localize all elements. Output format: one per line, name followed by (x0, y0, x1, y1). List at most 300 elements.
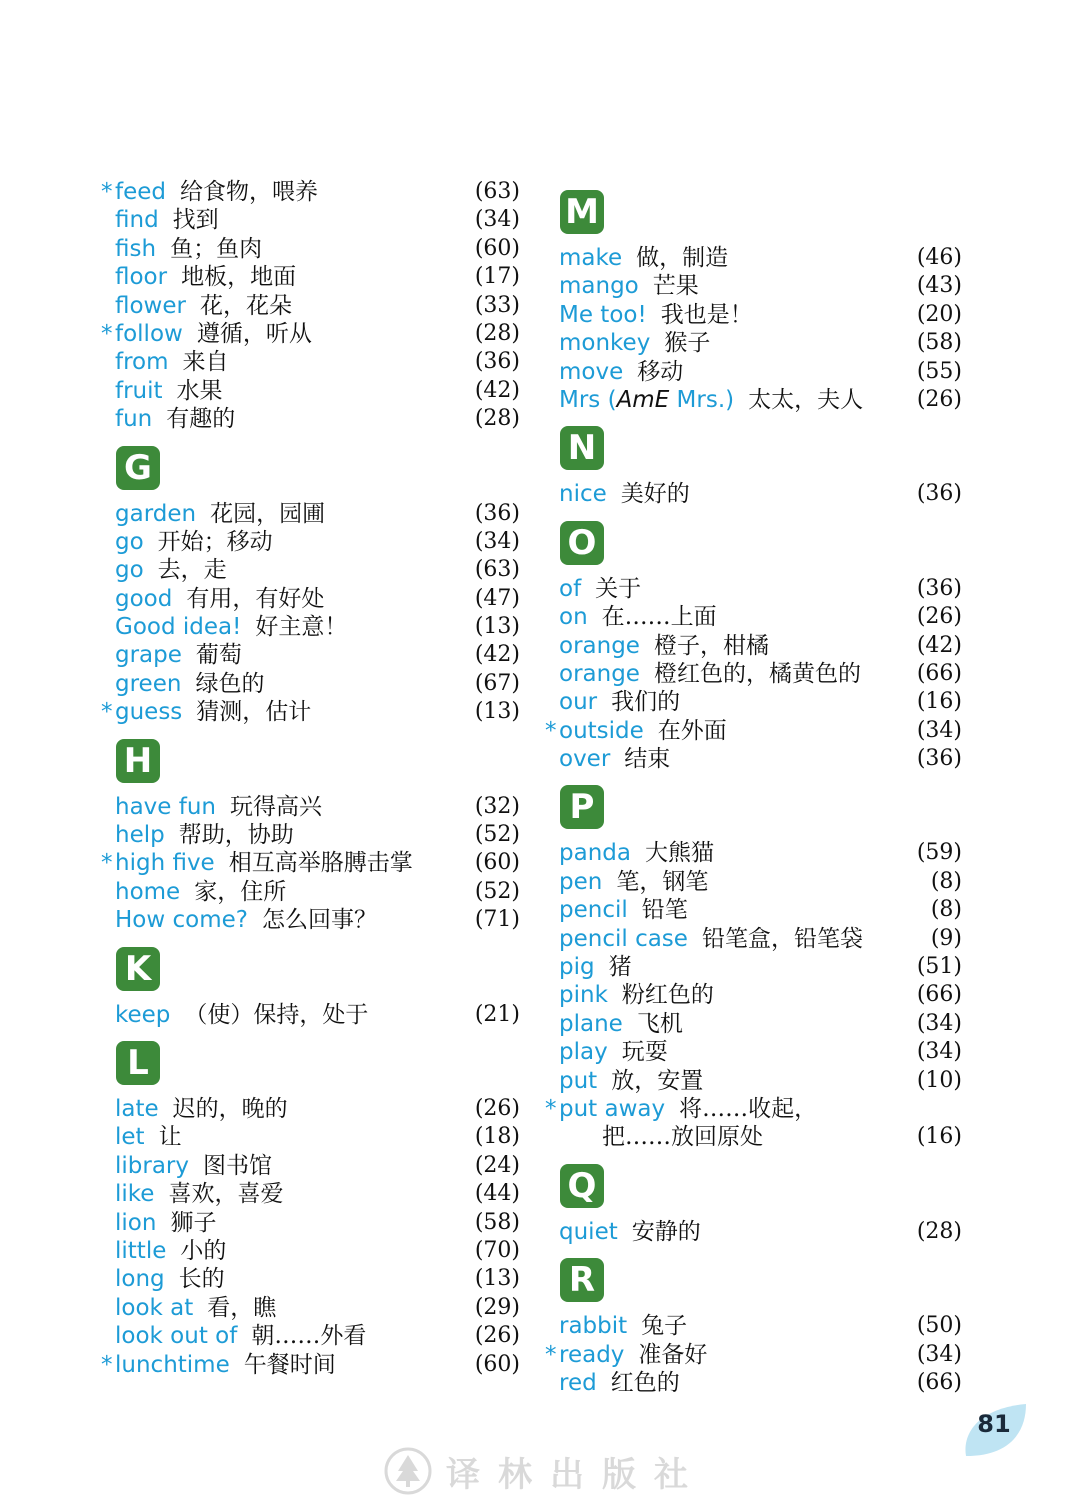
chinese-meaning: 笔，钢笔 (616, 868, 709, 895)
english-word-text: late (115, 1095, 159, 1122)
english-word-text: home (115, 878, 181, 905)
chinese-meaning: 花，花朵 (199, 292, 292, 319)
english-word-text: go (115, 557, 144, 584)
publisher-name: 译林出版社 (446, 1454, 706, 1495)
glossary-entry (100, 585, 520, 613)
glossary-entry (544, 868, 962, 896)
unit-page-ref: (28) (474, 320, 520, 346)
english-word (559, 632, 769, 660)
glossary-entry (100, 320, 520, 348)
english-word (559, 660, 861, 688)
english-word (559, 745, 670, 773)
chinese-meaning: 放，安置 (611, 1067, 704, 1094)
asterisk-mark: * (545, 1095, 557, 1122)
glossary-entry (100, 821, 520, 849)
english-word (559, 688, 680, 716)
english-word (115, 906, 377, 934)
english-word (559, 981, 714, 1009)
glossary-entry (100, 906, 520, 934)
chinese-meaning: 去，走 (157, 557, 227, 584)
unit-page-ref: (58) (916, 330, 962, 356)
unit-page-ref: (34) (474, 528, 520, 554)
unit-page-ref: (8) (930, 868, 962, 894)
unit-page-ref: (70) (474, 1237, 520, 1263)
chinese-meaning: 结束 (624, 746, 671, 773)
chinese-meaning: 将……收起， (679, 1095, 818, 1122)
english-word-text: red (559, 1369, 597, 1396)
unit-page-ref: (34) (916, 717, 962, 743)
unit-page-ref: (42) (474, 377, 520, 403)
chinese-meaning: 在……上面 (601, 604, 717, 631)
section-header (100, 434, 520, 500)
english-word (115, 206, 219, 234)
english-word (115, 500, 325, 528)
english-word (559, 868, 708, 896)
chinese-meaning: 橙红色的，橘黄色的 (653, 660, 861, 687)
english-word (115, 377, 223, 405)
glossary-entry (544, 688, 962, 716)
unit-page-ref: (18) (474, 1124, 520, 1150)
chinese-meaning: 有趣的 (166, 406, 236, 433)
english-word-part: Mrs.) (669, 386, 735, 413)
english-word (115, 613, 347, 641)
glossary-entry (100, 613, 520, 641)
unit-page-ref: (47) (474, 585, 520, 611)
unit-page-ref: (20) (916, 301, 962, 327)
glossary-entry (100, 1180, 520, 1208)
unit-page-ref: (10) (916, 1067, 962, 1093)
english-word (559, 301, 753, 329)
english-word-text: library (115, 1152, 189, 1179)
unit-page-ref: (44) (474, 1181, 520, 1207)
chinese-meaning: 地板，地面 (181, 264, 297, 291)
glossary-entry (100, 1209, 520, 1237)
english-word (559, 329, 710, 357)
glossary-entry (544, 575, 962, 603)
english-word-text: lion (115, 1209, 157, 1236)
chinese-meaning: 粉红色的 (621, 982, 714, 1009)
english-word (115, 670, 264, 698)
unit-page-ref: (32) (474, 793, 520, 819)
unit-page-ref: (63) (474, 557, 520, 583)
english-word-text: good (115, 585, 173, 612)
english-word (115, 793, 322, 821)
glossary-entry (544, 1369, 962, 1397)
american-english-label: AmE (616, 386, 670, 413)
english-word (115, 556, 227, 584)
section-letter-badge: L (116, 1041, 160, 1085)
english-word (559, 575, 641, 603)
unit-page-ref: (17) (474, 264, 520, 290)
unit-page-ref: (50) (916, 1313, 962, 1339)
unit-page-ref: (34) (916, 1010, 962, 1036)
english-word (559, 603, 717, 631)
english-word-text: Me too! (559, 301, 647, 328)
chinese-meaning: 我们的 (611, 689, 681, 716)
english-word (559, 272, 699, 300)
asterisk-mark: * (545, 717, 557, 744)
glossary-entry (544, 1067, 962, 1095)
english-word-text: pencil case (559, 925, 688, 952)
glossary-entry (544, 1010, 962, 1038)
chinese-meaning: 午餐时间 (243, 1351, 336, 1378)
english-word (559, 953, 632, 981)
unit-page-ref: (36) (474, 349, 520, 375)
chinese-meaning: 长的 (178, 1266, 225, 1293)
publisher-watermark (384, 1446, 706, 1496)
english-word-text: over (559, 746, 611, 773)
chinese-meaning: 铅笔 (641, 897, 688, 924)
english-word (115, 849, 413, 877)
section-header (544, 414, 962, 480)
english-word-text: pen (559, 868, 603, 895)
glossary-entry (100, 878, 520, 906)
english-word (559, 1038, 668, 1066)
english-word-text: green (115, 670, 182, 697)
english-word-text: let (115, 1124, 145, 1151)
asterisk-mark: * (101, 320, 113, 347)
english-word (559, 1067, 703, 1095)
english-word-text: put (559, 1067, 598, 1094)
english-word (115, 878, 286, 906)
english-word (115, 405, 235, 433)
unit-page-ref: (36) (916, 746, 962, 772)
section-header (544, 1152, 962, 1218)
glossary-entry (544, 660, 962, 688)
english-word (559, 1341, 707, 1369)
english-word (559, 896, 688, 924)
english-word (559, 1218, 701, 1246)
english-word-text: make (559, 245, 623, 271)
unit-page-ref: (8) (930, 897, 962, 923)
chinese-meaning: 鱼；鱼肉 (170, 235, 263, 262)
glossary-entry (544, 839, 962, 867)
chinese-meaning: 橙子，柑橘 (653, 632, 769, 659)
chinese-meaning: 水果 (176, 377, 223, 404)
unit-page-ref: (60) (474, 850, 520, 876)
chinese-meaning: 关于 (595, 575, 642, 602)
asterisk-mark: * (101, 850, 113, 877)
page-number: 81 (977, 1410, 1011, 1438)
chinese-meaning: 大熊猫 (644, 840, 714, 867)
chinese-meaning: 让 (158, 1124, 182, 1151)
section-header (100, 935, 520, 1001)
chinese-meaning: 红色的 (610, 1369, 680, 1396)
chinese-meaning: 做，制造 (636, 245, 729, 271)
glossary-entry (100, 1095, 520, 1123)
glossary-entry (544, 329, 962, 357)
unit-page-ref: (67) (474, 670, 520, 696)
english-word-text: go (115, 528, 144, 555)
english-word-text: of (559, 575, 582, 602)
glossary-entry (544, 1341, 962, 1369)
english-word-text: pink (559, 982, 608, 1009)
english-word-text: look at (115, 1294, 194, 1321)
glossary-entry (544, 717, 962, 745)
english-word (115, 698, 311, 726)
chinese-meaning: 喜欢，喜爱 (168, 1181, 284, 1208)
unit-page-ref: (16) (916, 1124, 962, 1150)
chinese-meaning: 把……放回原处 (602, 1124, 763, 1151)
english-word-text: orange (559, 632, 640, 659)
section-letter-badge: O (560, 521, 604, 565)
section-letter-badge: P (560, 785, 604, 829)
unit-page-ref: (46) (916, 245, 962, 270)
english-word (115, 1265, 225, 1293)
unit-page-ref: (55) (916, 358, 962, 384)
english-word-text: garden (115, 500, 197, 527)
chinese-meaning: 狮子 (170, 1209, 217, 1236)
english-word-text: follow (115, 320, 183, 347)
glossary-entry (100, 1152, 520, 1180)
unit-page-ref: (36) (474, 500, 520, 526)
english-word (559, 480, 690, 508)
english-word-text: flower (115, 292, 186, 319)
unit-page-ref: (34) (916, 1039, 962, 1065)
chinese-meaning: 美好的 (620, 481, 690, 508)
unit-page-ref: (34) (916, 1341, 962, 1367)
english-word-text: outside (559, 717, 644, 744)
english-word-text: pig (559, 954, 595, 981)
glossary-entry (544, 603, 962, 631)
glossary-entry (100, 405, 520, 433)
chinese-meaning: 相互高举胳膊击掌 (228, 850, 413, 877)
glossary-entry (544, 896, 962, 924)
english-word (559, 1369, 680, 1397)
chinese-meaning: 在外面 (657, 717, 727, 744)
unit-page-ref: (24) (474, 1152, 520, 1178)
chinese-meaning: 绿色的 (195, 670, 265, 697)
english-word (559, 839, 714, 867)
unit-page-ref: (13) (474, 614, 520, 640)
english-word-text: from (115, 349, 169, 376)
english-word-text: help (115, 822, 165, 849)
glossary-entry (544, 1095, 962, 1123)
unit-page-ref: (26) (474, 1095, 520, 1121)
glossary-entry (100, 348, 520, 376)
glossary-entry (544, 301, 962, 329)
english-word (559, 1095, 817, 1123)
glossary-entry (544, 745, 962, 773)
chinese-meaning: 铅笔盒，铅笔袋 (701, 925, 863, 952)
chinese-meaning: （使）保持，处于 (184, 1001, 369, 1028)
english-word-text: mango (559, 273, 639, 300)
english-word (559, 386, 863, 414)
section-header (100, 727, 520, 793)
english-word (115, 1095, 288, 1123)
glossary-entry (100, 292, 520, 320)
unit-page-ref: (21) (474, 1001, 520, 1027)
chinese-meaning: 准备好 (638, 1341, 708, 1368)
english-word-text: nice (559, 481, 607, 508)
glossary-entry (100, 556, 520, 584)
unit-page-ref: (63) (474, 179, 520, 204)
english-word-text: fruit (115, 377, 163, 404)
asterisk-mark: * (101, 699, 113, 726)
english-word-text: look out of (115, 1323, 238, 1350)
glossary-entry (100, 1237, 520, 1265)
english-word-text: have fun (115, 793, 216, 820)
publisher-logo-icon (384, 1447, 432, 1495)
english-word (115, 1001, 368, 1029)
english-word (115, 528, 273, 556)
chinese-meaning: 怎么回事？ (261, 907, 377, 934)
unit-page-ref: (52) (474, 878, 520, 904)
unit-page-ref: (26) (474, 1323, 520, 1349)
glossary-entry (100, 528, 520, 556)
chinese-meaning: 图书馆 (203, 1152, 272, 1179)
english-word-text: panda (559, 840, 631, 867)
english-word (559, 358, 683, 386)
unit-page-ref: (33) (474, 292, 520, 318)
english-word-text: fish (115, 235, 157, 262)
glossary-entry (544, 480, 962, 508)
english-word (115, 1294, 276, 1322)
chinese-meaning: 找到 (172, 207, 219, 234)
english-word-part: Mrs ( (559, 386, 617, 413)
glossary-entry (100, 1123, 520, 1151)
glossary-entry (544, 1123, 962, 1151)
glossary-entry (100, 670, 520, 698)
chinese-meaning: 兔子 (641, 1313, 688, 1340)
chinese-meaning: 小的 (180, 1237, 227, 1264)
english-word (559, 1010, 683, 1038)
chinese-meaning: 帮助，协助 (178, 822, 294, 849)
english-word-text: pencil (559, 897, 628, 924)
english-word-text: floor (115, 264, 168, 291)
chinese-meaning: 猴子 (664, 330, 711, 357)
english-word-text: Good idea! (115, 614, 242, 641)
english-word (115, 641, 242, 669)
unit-page-ref: (42) (916, 632, 962, 658)
english-word (115, 585, 324, 613)
unit-page-ref: (60) (474, 1351, 520, 1377)
glossary-entry (100, 1265, 520, 1293)
english-word-text: on (559, 604, 588, 631)
english-word-text: orange (559, 660, 640, 687)
glossary-entry (100, 849, 520, 877)
glossary-entry (100, 377, 520, 405)
english-word-text: little (115, 1237, 167, 1264)
english-word (115, 1123, 182, 1151)
unit-page-ref: (36) (916, 575, 962, 601)
english-word (115, 1180, 283, 1208)
chinese-meaning: 给食物，喂养 (180, 179, 318, 205)
glossary-entry (544, 953, 962, 981)
glossary-entry (544, 981, 962, 1009)
chinese-meaning: 有用，有好处 (186, 585, 325, 612)
chinese-meaning: 遵循，听从 (196, 320, 312, 347)
glossary-right-column (544, 178, 962, 1397)
english-word (115, 1237, 226, 1265)
glossary-left-column (100, 178, 520, 1379)
unit-page-ref: (29) (474, 1294, 520, 1320)
english-word (115, 235, 262, 263)
unit-page-ref: (71) (474, 907, 520, 933)
english-word-text: high five (115, 850, 215, 877)
glossary-entry (100, 500, 520, 528)
unit-page-ref: (26) (916, 386, 962, 412)
glossary-entry (544, 925, 962, 953)
english-word (115, 292, 292, 320)
english-word-text: fun (115, 406, 153, 433)
english-word-text: plane (559, 1010, 623, 1037)
section-letter-badge: Q (560, 1164, 604, 1208)
glossary-entry (544, 632, 962, 660)
chinese-meaning: 猜测，估计 (196, 699, 312, 726)
glossary-entry (544, 386, 962, 414)
english-word-text: keep (115, 1001, 171, 1028)
section-letter-badge: K (116, 947, 160, 991)
unit-page-ref: (42) (474, 642, 520, 668)
english-word-text: grape (115, 642, 182, 669)
unit-page-ref: (66) (916, 982, 962, 1008)
chinese-meaning: 芒果 (652, 273, 699, 300)
english-word (115, 1351, 336, 1379)
glossary-entry (100, 235, 520, 263)
glossary-entry (100, 263, 520, 291)
chinese-meaning: 来自 (182, 349, 229, 376)
section-letter-badge: R (560, 1258, 604, 1302)
english-word-text: long (115, 1266, 165, 1293)
chinese-meaning: 猪 (608, 954, 632, 981)
glossary-entry (100, 178, 520, 206)
glossary-entry (100, 206, 520, 234)
english-word (115, 320, 312, 348)
unit-page-ref: (36) (916, 481, 962, 507)
english-word-text: our (559, 689, 598, 716)
chinese-meaning: 开始；移动 (157, 528, 273, 555)
english-word (115, 821, 294, 849)
english-word (115, 178, 318, 206)
unit-page-ref: (26) (916, 604, 962, 630)
english-word (559, 1312, 687, 1340)
section-header (100, 1029, 520, 1095)
unit-page-ref: (60) (474, 235, 520, 261)
section-letter-badge: H (116, 739, 160, 783)
glossary-entry (100, 1351, 520, 1379)
english-word (559, 717, 727, 745)
english-word-text: monkey (559, 330, 651, 357)
chinese-meaning: 玩耍 (621, 1039, 668, 1066)
chinese-meaning: 移动 (637, 358, 684, 385)
english-word-text: guess (115, 699, 183, 726)
unit-page-ref: (16) (916, 689, 962, 715)
unit-page-ref: (13) (474, 1266, 520, 1292)
english-word-text: rabbit (559, 1313, 628, 1340)
english-word (559, 925, 863, 953)
english-word (115, 1209, 216, 1237)
section-header (544, 1246, 962, 1312)
chinese-meaning: 玩得高兴 (230, 793, 322, 820)
chinese-meaning: 飞机 (636, 1010, 683, 1037)
english-word (559, 244, 728, 272)
glossary-entry (100, 1294, 520, 1322)
unit-page-ref: (58) (474, 1209, 520, 1235)
section-letter-badge: M (560, 190, 604, 234)
glossary-entry (544, 1312, 962, 1340)
english-word-text: How come? (115, 907, 248, 934)
unit-page-ref: (52) (474, 822, 520, 848)
unit-page-ref: (51) (916, 954, 962, 980)
english-word-text: lunchtime (115, 1351, 230, 1378)
asterisk-mark: * (101, 179, 113, 205)
unit-page-ref: (66) (916, 660, 962, 686)
glossary-entry (100, 641, 520, 669)
english-word-text: move (559, 358, 624, 385)
section-letter-badge: G (116, 446, 160, 490)
glossary-entry (544, 1218, 962, 1246)
